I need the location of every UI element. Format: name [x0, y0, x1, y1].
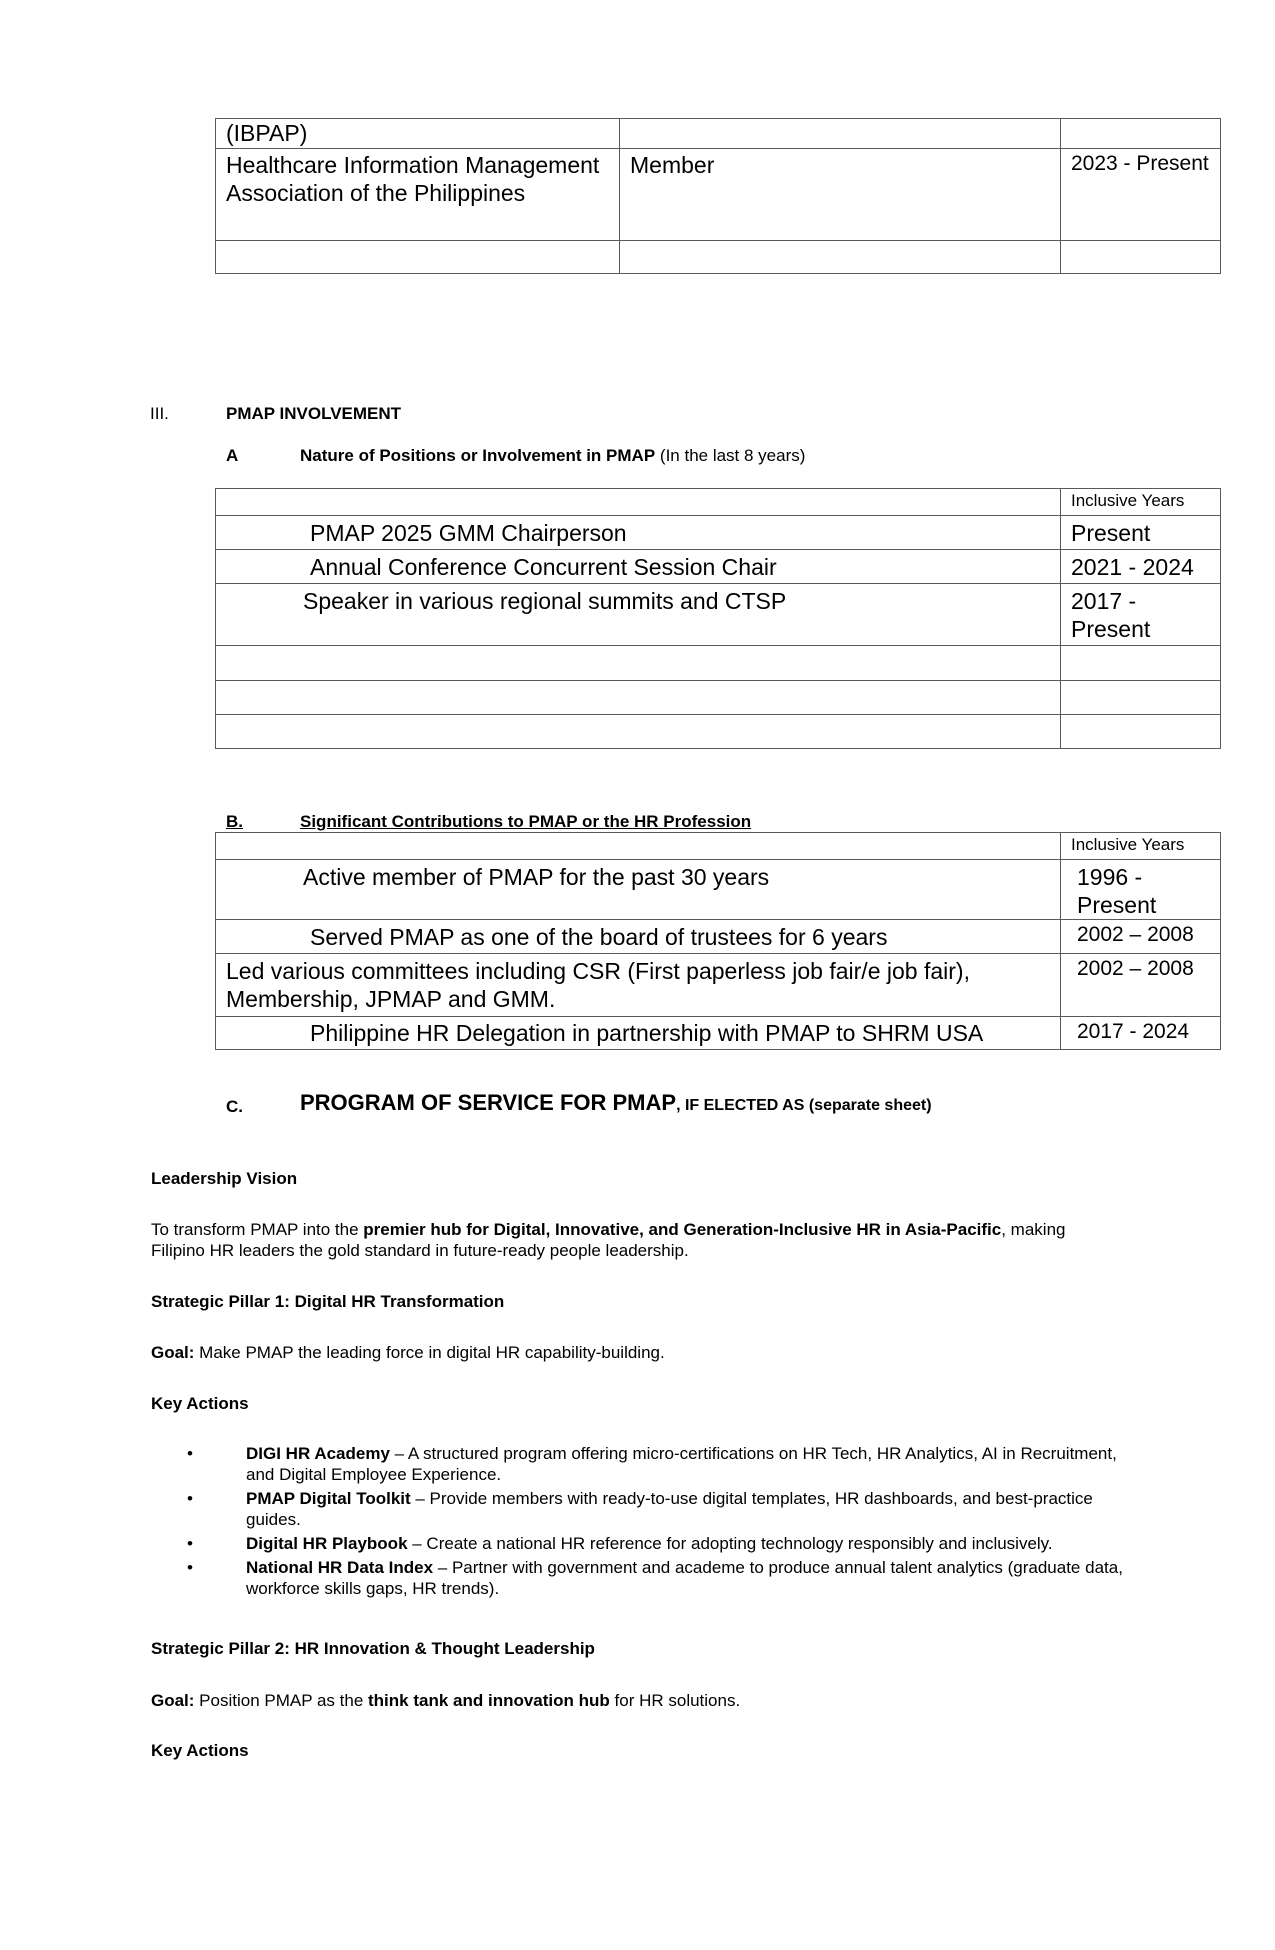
part-b-title: Significant Contributions to PMAP or the HR Profession — [300, 812, 752, 831]
list-item — [170, 1488, 1126, 1530]
part-a-note: (In the last 8 years) — [659, 446, 806, 465]
position-years — [1061, 715, 1221, 749]
table-row — [216, 119, 1221, 149]
contribution-years: 2002 – 2008 — [1061, 954, 1221, 1017]
section-numeral: III. — [150, 404, 169, 423]
action-name: DIGI HR Academy — [246, 1444, 390, 1463]
part-b-letter: B. — [226, 812, 243, 831]
position-item: Annual Conference Concurrent Session Chair — [216, 550, 1061, 584]
inclusive-years-header: Inclusive Years — [1061, 489, 1221, 516]
part-c-letter: C. — [226, 1097, 243, 1116]
vision-bold-text: premier hub for Digital, Innovative, and Generation-Inclusive HR in Asia-Pacific — [363, 1220, 1002, 1239]
table-header-row — [216, 833, 1221, 860]
position-years — [1061, 646, 1221, 681]
position-cell — [620, 241, 1061, 274]
table-header-row — [216, 489, 1221, 516]
action-name: PMAP Digital Toolkit — [246, 1489, 411, 1508]
goal-bold-text: think tank and innovation hub — [368, 1691, 610, 1710]
table-row — [216, 954, 1221, 1017]
action-name: National HR Data Index — [246, 1558, 434, 1577]
list-item — [170, 1533, 1126, 1554]
action-desc: – A structured program offering micro-certifications on HR Tech, HR Analytics, AI in Recruitment, and Digital Employee Experience. — [246, 1444, 1117, 1484]
pillar2-heading: Strategic Pillar 2: HR Innovation & Thought Leadership — [151, 1639, 595, 1658]
vision-paragraph — [151, 1219, 1111, 1261]
position-item — [216, 681, 1061, 715]
table-row — [216, 681, 1221, 715]
years-cell: 2023 - Present — [1061, 149, 1221, 241]
action-desc: – Partner with government and academe to produce annual talent analytics (graduate data, workforce skills gaps, HR trends). — [246, 1558, 1123, 1598]
part-a-heading — [300, 446, 805, 466]
position-cell: Member — [620, 149, 1061, 241]
part-c-elected: , IF ELECTED AS — [676, 1097, 805, 1114]
table-row — [216, 1017, 1221, 1050]
pillar1-key-actions-heading: Key Actions — [151, 1394, 249, 1413]
org-cell — [216, 241, 620, 274]
vision-heading: Leadership Vision — [151, 1169, 298, 1188]
contribution-years: 1996 - Present — [1061, 860, 1221, 920]
pillar2-key-actions-heading: Key Actions — [151, 1741, 249, 1760]
goal-text: Make PMAP the leading force in digital HR capability-building. — [194, 1343, 665, 1362]
vision-text-end: , making Filipino HR leaders the gold standard in future-ready people leadership. — [151, 1220, 1066, 1260]
part-c-title: PROGRAM OF SERVICE FOR PMAP — [300, 1090, 677, 1115]
contribution-years: 2017 - 2024 — [1061, 1017, 1221, 1050]
table-row — [216, 715, 1221, 749]
positions-table — [215, 488, 1221, 749]
position-years: 2017 - Present — [1061, 584, 1221, 646]
contribution-years: 2002 – 2008 — [1061, 920, 1221, 954]
table-row — [216, 241, 1221, 274]
position-item — [216, 715, 1061, 749]
goal-text-end: for HR solutions. — [609, 1691, 741, 1710]
list-item — [170, 1443, 1126, 1485]
position-item: PMAP 2025 GMM Chairperson — [216, 516, 1061, 550]
pillar1-heading: Strategic Pillar 1: Digital HR Transformation — [151, 1292, 505, 1311]
table-row — [216, 646, 1221, 681]
bullet-icon: • — [187, 1534, 193, 1553]
contribution-item: Served PMAP as one of the board of trustees for 6 years — [216, 920, 1061, 954]
goal-label: Goal: — [151, 1691, 195, 1710]
inclusive-years-header: Inclusive Years — [1061, 833, 1221, 860]
pillar1-goal — [151, 1342, 665, 1363]
table-row — [216, 920, 1221, 954]
org-cell: Healthcare Information Management Association of the Philippines — [216, 149, 620, 241]
years-cell — [1061, 119, 1221, 149]
action-desc: – Provide members with ready-to-use digital templates, HR dashboards, and best-practice guides. — [246, 1489, 1093, 1529]
position-years: 2021 - 2024 — [1061, 550, 1221, 584]
contribution-item: Active member of PMAP for the past 30 years — [216, 860, 1061, 920]
bullet-icon: • — [187, 1558, 193, 1577]
part-c-heading — [300, 1090, 932, 1116]
table-row — [216, 860, 1221, 920]
table-row — [216, 149, 1221, 241]
vision-text: To transform PMAP into the — [151, 1220, 364, 1239]
table-row — [216, 516, 1221, 550]
pillar2-goal — [151, 1690, 740, 1711]
contribution-item: Led various committees including CSR (First paperless job fair/e job fair), Membership, JPMAP and GMM. — [216, 954, 1061, 1017]
position-item — [216, 646, 1061, 681]
position-years — [1061, 681, 1221, 715]
contribution-item: Philippine HR Delegation in partnership with PMAP to SHRM USA — [216, 1017, 1061, 1050]
bullet-icon: • — [187, 1489, 193, 1508]
action-name: Digital HR Playbook — [246, 1534, 408, 1553]
goal-label: Goal: — [151, 1343, 195, 1362]
part-c-suffix: (separate sheet) — [804, 1097, 932, 1114]
position-cell — [620, 119, 1061, 149]
position-years: Present — [1061, 516, 1221, 550]
position-item: Speaker in various regional summits and CTSP — [216, 584, 1061, 646]
organizations-table — [215, 118, 1221, 274]
table-row — [216, 584, 1221, 646]
action-desc: – Create a national HR reference for adopting technology responsibly and inclusively. — [407, 1534, 1053, 1553]
table-row — [216, 550, 1221, 584]
part-a-letter: A — [226, 446, 239, 465]
contributions-table — [215, 832, 1221, 1050]
pillar1-actions-list — [170, 1443, 1126, 1602]
section-title: PMAP INVOLVEMENT — [226, 404, 402, 423]
list-item — [170, 1557, 1126, 1599]
bullet-icon: • — [187, 1444, 193, 1463]
goal-text: Position PMAP as the — [194, 1691, 369, 1710]
part-a-title: Nature of Positions or Involvement in PMAP — [300, 446, 656, 465]
years-cell — [1061, 241, 1221, 274]
org-cell: (IBPAP) — [216, 119, 620, 149]
